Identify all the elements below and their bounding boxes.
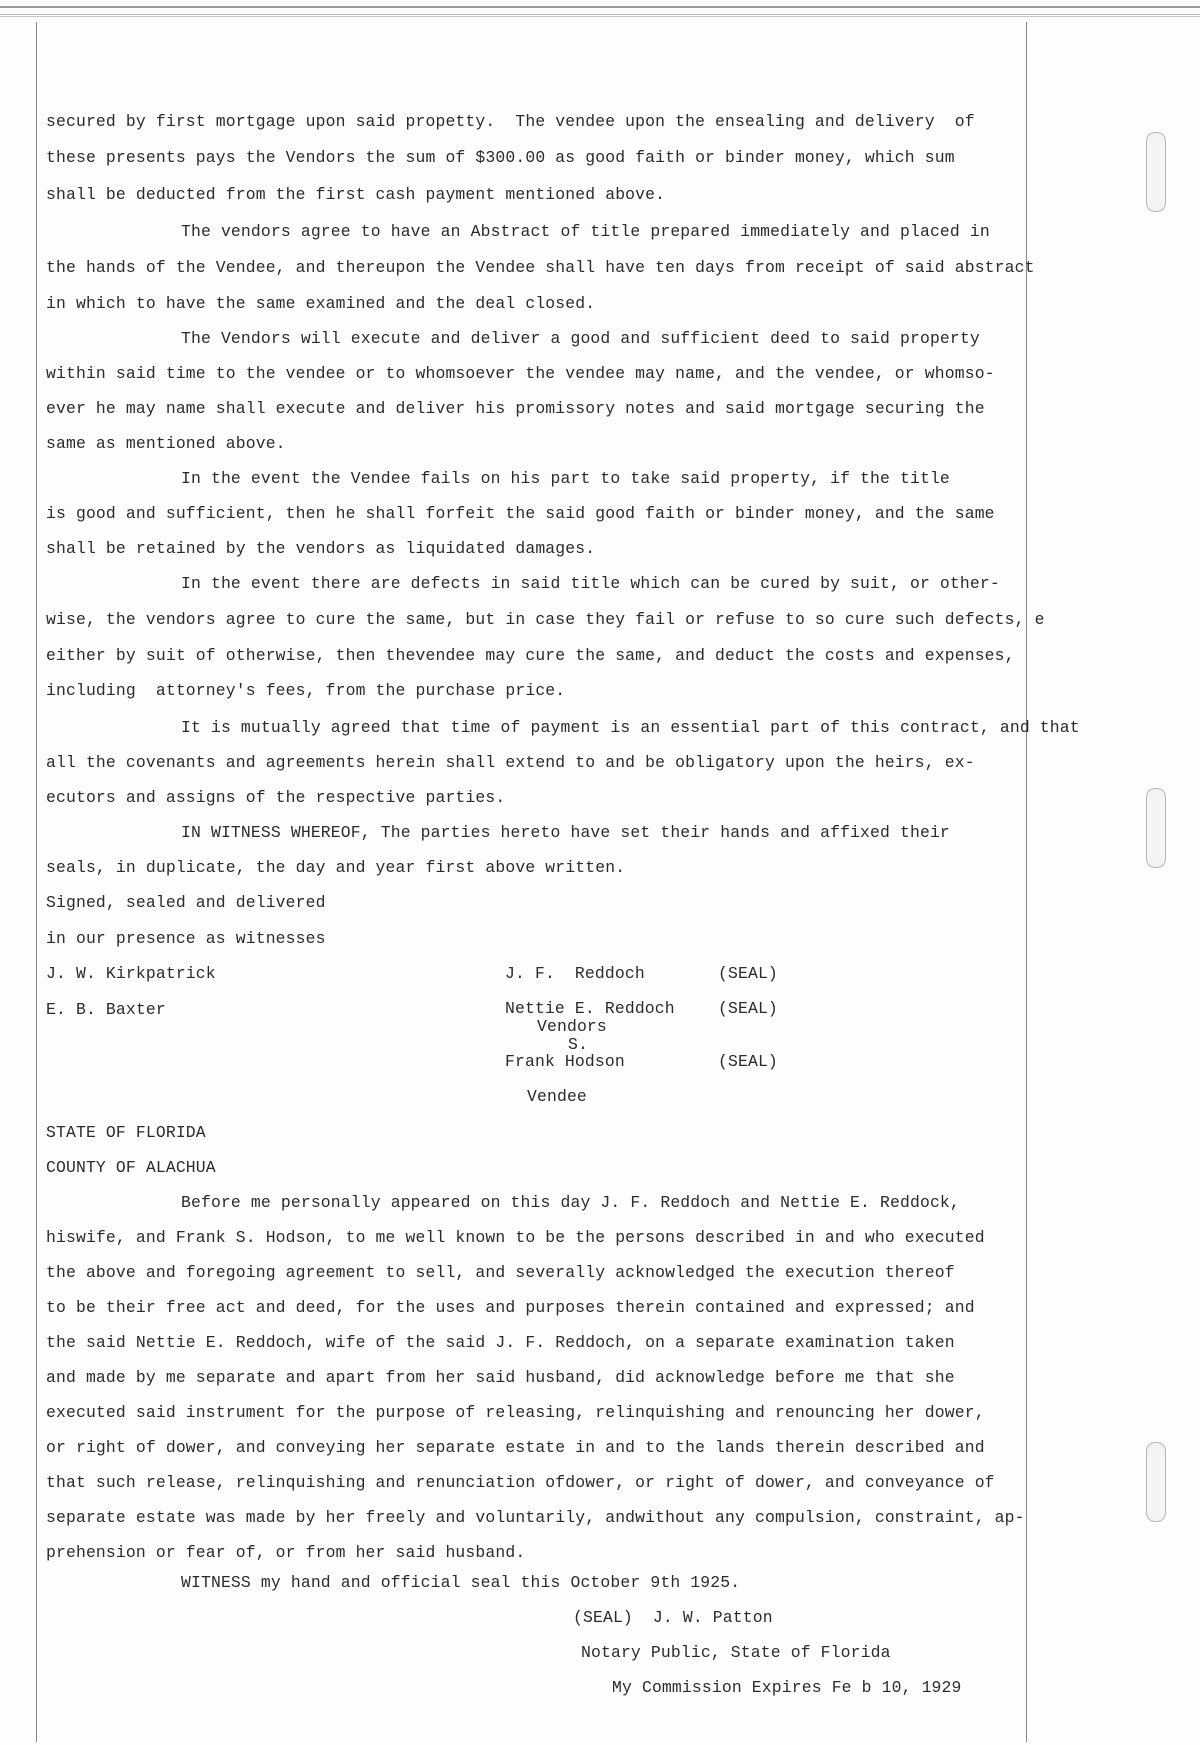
- top-border: [0, 6, 1200, 15]
- seal-mark: (SEAL): [718, 1052, 778, 1071]
- top-border-inner: [0, 16, 1200, 17]
- contract-line: Signed, sealed and delivered: [46, 893, 326, 912]
- contract-line: It is mutually agreed that time of payment is an essential part of this contract, and that: [181, 718, 1080, 737]
- initial-mark: S.: [568, 1035, 588, 1054]
- state-heading: STATE OF FLORIDA: [46, 1123, 206, 1142]
- seal-mark: (SEAL): [718, 999, 778, 1018]
- contract-line: same as mentioned above.: [46, 434, 286, 453]
- ack-line: Before me personally appeared on this day J. F. Reddoch and Nettie E. Reddock,: [181, 1193, 960, 1212]
- contract-line: these presents pays the Vendors the sum of $300.00 as good faith or binder money, which sum: [46, 148, 955, 167]
- witness-name: J. W. Kirkpatrick: [46, 964, 216, 983]
- contract-line: IN WITNESS WHEREOF, The parties hereto have set their hands and affixed their: [181, 823, 950, 842]
- vendee-label: Vendee: [527, 1087, 587, 1106]
- notary-signature: (SEAL) J. W. Patton: [573, 1608, 773, 1627]
- punch-hole-bottom: [1146, 1442, 1166, 1522]
- contract-line: secured by first mortgage upon said propetty. The vendee upon the ensealing and delivery of: [46, 112, 975, 131]
- contract-line: The Vendors will execute and deliver a good and sufficient deed to said property: [181, 329, 980, 348]
- ack-line: to be their free act and deed, for the uses and purposes therein contained and expressed; and: [46, 1298, 975, 1317]
- ack-line: that such release, relinquishing and renunciation ofdower, or right of dower, and conveyance of: [46, 1473, 995, 1492]
- ack-line: executed said instrument for the purpose of releasing, relinquishing and renouncing her dower,: [46, 1403, 985, 1422]
- county-heading: COUNTY OF ALACHUA: [46, 1158, 216, 1177]
- witness-name: E. B. Baxter: [46, 1000, 166, 1019]
- notary-title: Notary Public, State of Florida: [581, 1643, 891, 1662]
- contract-line: in which to have the same examined and the deal closed.: [46, 294, 596, 313]
- vendors-label: Vendors: [537, 1017, 607, 1036]
- contract-line: wise, the vendors agree to cure the same, but in case they fail or refuse to so cure such defects, e: [46, 610, 1045, 629]
- ack-line: and made by me separate and apart from her said husband, did acknowledge before me that she: [46, 1368, 955, 1387]
- ack-line: hiswife, and Frank S. Hodson, to me well known to be the persons described in and who executed: [46, 1228, 985, 1247]
- ack-line: or right of dower, and conveying her separate estate in and to the lands therein described and: [46, 1438, 985, 1457]
- punch-hole-top: [1146, 132, 1166, 212]
- party-name: Nettie E. Reddoch: [505, 999, 675, 1018]
- contract-line: In the event there are defects in said title which can be cured by suit, or other-: [181, 574, 1000, 593]
- contract-line: In the event the Vendee fails on his part to take said property, if the title: [181, 469, 950, 488]
- contract-line: within said time to the vendee or to whomsoever the vendee may name, and the vendee, or whomso-: [46, 364, 995, 383]
- contract-line: in our presence as witnesses: [46, 929, 326, 948]
- contract-line: ecutors and assigns of the respective parties.: [46, 788, 506, 807]
- contract-line: is good and sufficient, then he shall forfeit the said good faith or binder money, and the same: [46, 504, 995, 523]
- ack-line: the said Nettie E. Reddoch, wife of the said J. F. Reddoch, on a separate examination taken: [46, 1333, 955, 1352]
- party-name: Frank Hodson: [505, 1052, 625, 1071]
- seal-mark: (SEAL): [718, 964, 778, 983]
- ack-line: the above and foregoing agreement to sell, and severally acknowledged the execution thereof: [46, 1263, 955, 1282]
- contract-line: either by suit of otherwise, then thevendee may cure the same, and deduct the costs and expenses,: [46, 646, 1015, 665]
- right-margin-rule: [1026, 22, 1027, 1742]
- contract-line: including attorney's fees, from the purchase price.: [46, 681, 566, 700]
- party-name: J. F. Reddoch: [505, 964, 645, 983]
- ack-line: prehension or fear of, or from her said husband.: [46, 1543, 526, 1562]
- punch-hole-middle: [1146, 788, 1166, 868]
- contract-line: the hands of the Vendee, and thereupon the Vendee shall have ten days from receipt of said abstract: [46, 258, 1035, 277]
- ack-line: separate estate was made by her freely and voluntarily, andwithout any compulsion, constraint, ap-: [46, 1508, 1025, 1527]
- contract-line: all the covenants and agreements herein shall extend to and be obligatory upon the heirs, ex-: [46, 753, 975, 772]
- commission-expiry: My Commission Expires Fe b 10, 1929: [612, 1678, 962, 1697]
- contract-line: ever he may name shall execute and deliver his promissory notes and said mortgage securing the: [46, 399, 985, 418]
- contract-line: shall be retained by the vendors as liquidated damages.: [46, 539, 596, 558]
- ack-witness-line: WITNESS my hand and official seal this October 9th 1925.: [181, 1573, 741, 1592]
- contract-line: shall be deducted from the first cash payment mentioned above.: [46, 185, 666, 204]
- left-margin-rule: [36, 22, 37, 1742]
- contract-line: seals, in duplicate, the day and year first above written.: [46, 858, 626, 877]
- contract-line: The vendors agree to have an Abstract of title prepared immediately and placed in: [181, 222, 990, 241]
